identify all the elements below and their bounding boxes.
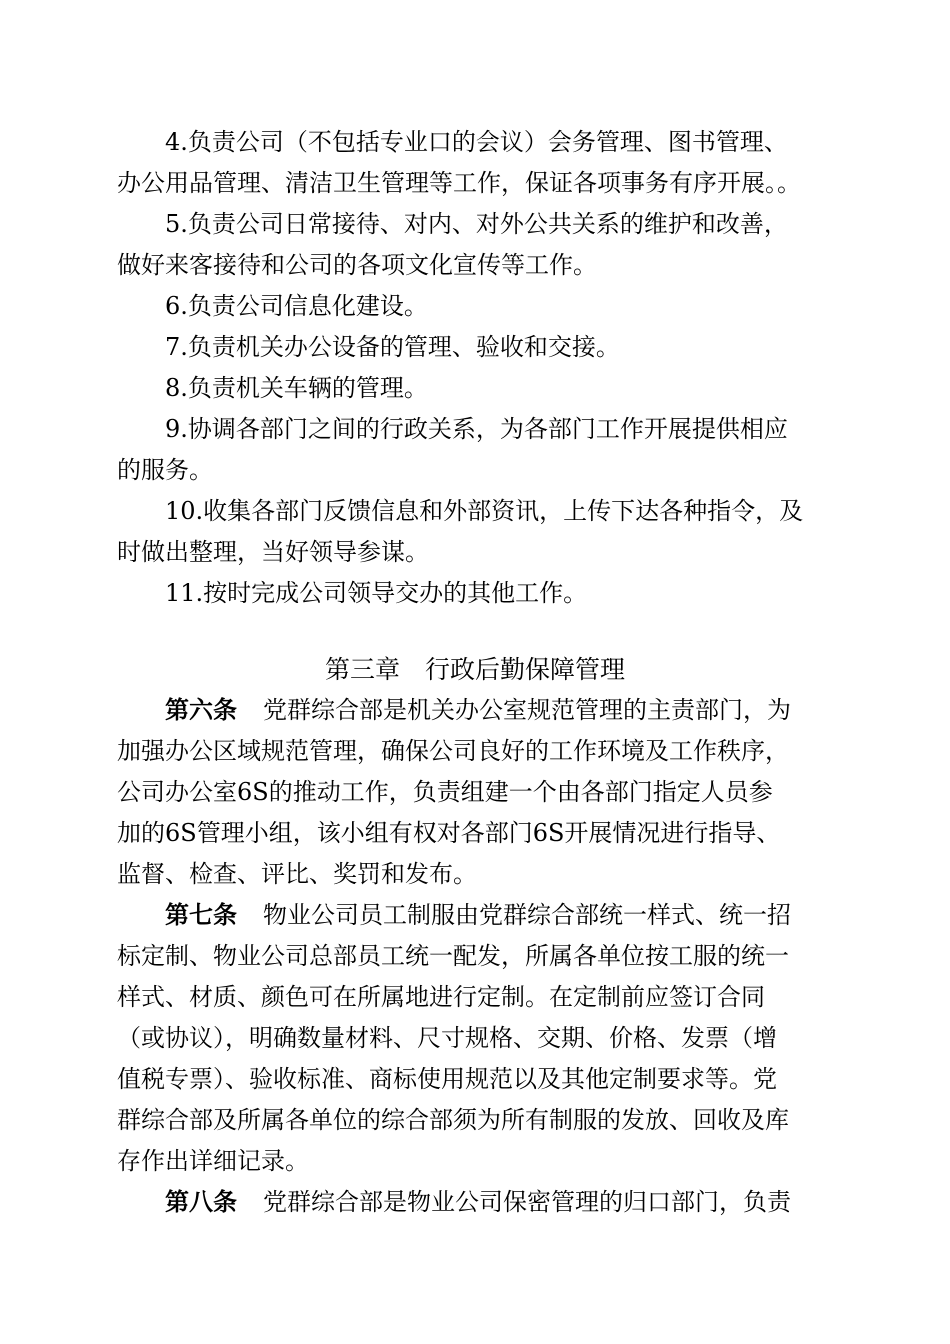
- article-6-line-2: 加强办公区域规范管理，确保公司良好的工作环境及工作秩序，: [117, 737, 789, 765]
- item-10-line-1: 10.收集各部门反馈信息和外部资讯，上传下达各种指令，及: [165, 497, 804, 525]
- article-7-text-1: 物业公司员工制服由党群综合部统一样式、统一招: [263, 901, 791, 929]
- article-8-text-1: 党群综合部是物业公司保密管理的归口部门，负责: [263, 1188, 791, 1216]
- article-7-line-7: 存作出详细记录。: [117, 1147, 309, 1175]
- article-7-line-5: 值税专票）、验收标准、商标使用规范以及其他定制要求等。党: [117, 1065, 777, 1093]
- item-9-line-2: 的服务。: [117, 456, 213, 484]
- article-6-text-1: 党群综合部是机关办公室规范管理的主责部门，为: [263, 696, 791, 724]
- chapter-title: 第三章 行政后勤保障管理: [324, 655, 625, 684]
- article-6-line-4: 加的6S管理小组，该小组有权对各部门6S开展情况进行指导、: [117, 819, 781, 847]
- article-7-line-3: 样式、材质、颜色可在所属地进行定制。在定制前应签订合同: [117, 983, 765, 1011]
- article-7-label: 第七条: [165, 901, 237, 929]
- article-8-line-1: [165, 1182, 791, 1222]
- item-9-line-1: 9.协调各部门之间的行政关系，为各部门工作开展提供相应: [165, 415, 788, 443]
- item-5-line-2: 做好来客接待和公司的各项文化宣传等工作。: [117, 251, 597, 279]
- item-11: 11.按时完成公司领导交办的其他工作。: [165, 579, 588, 607]
- article-6-line-5: 监督、检查、评比、奖罚和发布。: [117, 860, 477, 888]
- article-7-line-4: （或协议），明确数量材料、尺寸规格、交期、价格、发票（增: [117, 1024, 777, 1052]
- item-4-line-1: 4.负责公司（不包括专业口的会议）会务管理、图书管理、: [165, 128, 788, 156]
- item-10-line-2: 时做出整理，当好领导参谋。: [117, 538, 429, 566]
- item-6: 6.负责公司信息化建设。: [165, 292, 428, 320]
- item-5-line-1: 5.负责公司日常接待、对内、对外公共关系的维护和改善，: [165, 210, 788, 238]
- article-6-line-1: [165, 690, 791, 730]
- article-7-line-2: 标定制、物业公司总部员工统一配发，所属各单位按工服的统一: [117, 942, 789, 970]
- article-7-line-1: [165, 895, 791, 935]
- article-8-label: 第八条: [165, 1188, 237, 1216]
- item-4-line-2: 办公用品管理、清洁卫生管理等工作，保证各项事务有序开展。。: [117, 169, 801, 197]
- item-7: 7.负责机关办公设备的管理、验收和交接。: [165, 333, 620, 361]
- article-7-line-6: 群综合部及所属各单位的综合部须为所有制服的发放、回收及库: [117, 1106, 789, 1134]
- article-6-label: 第六条: [165, 696, 237, 724]
- item-8: 8.负责机关车辆的管理。: [165, 374, 428, 402]
- article-6-line-3: 公司办公室6S的推动工作，负责组建一个由各部门指定人员参: [117, 778, 773, 806]
